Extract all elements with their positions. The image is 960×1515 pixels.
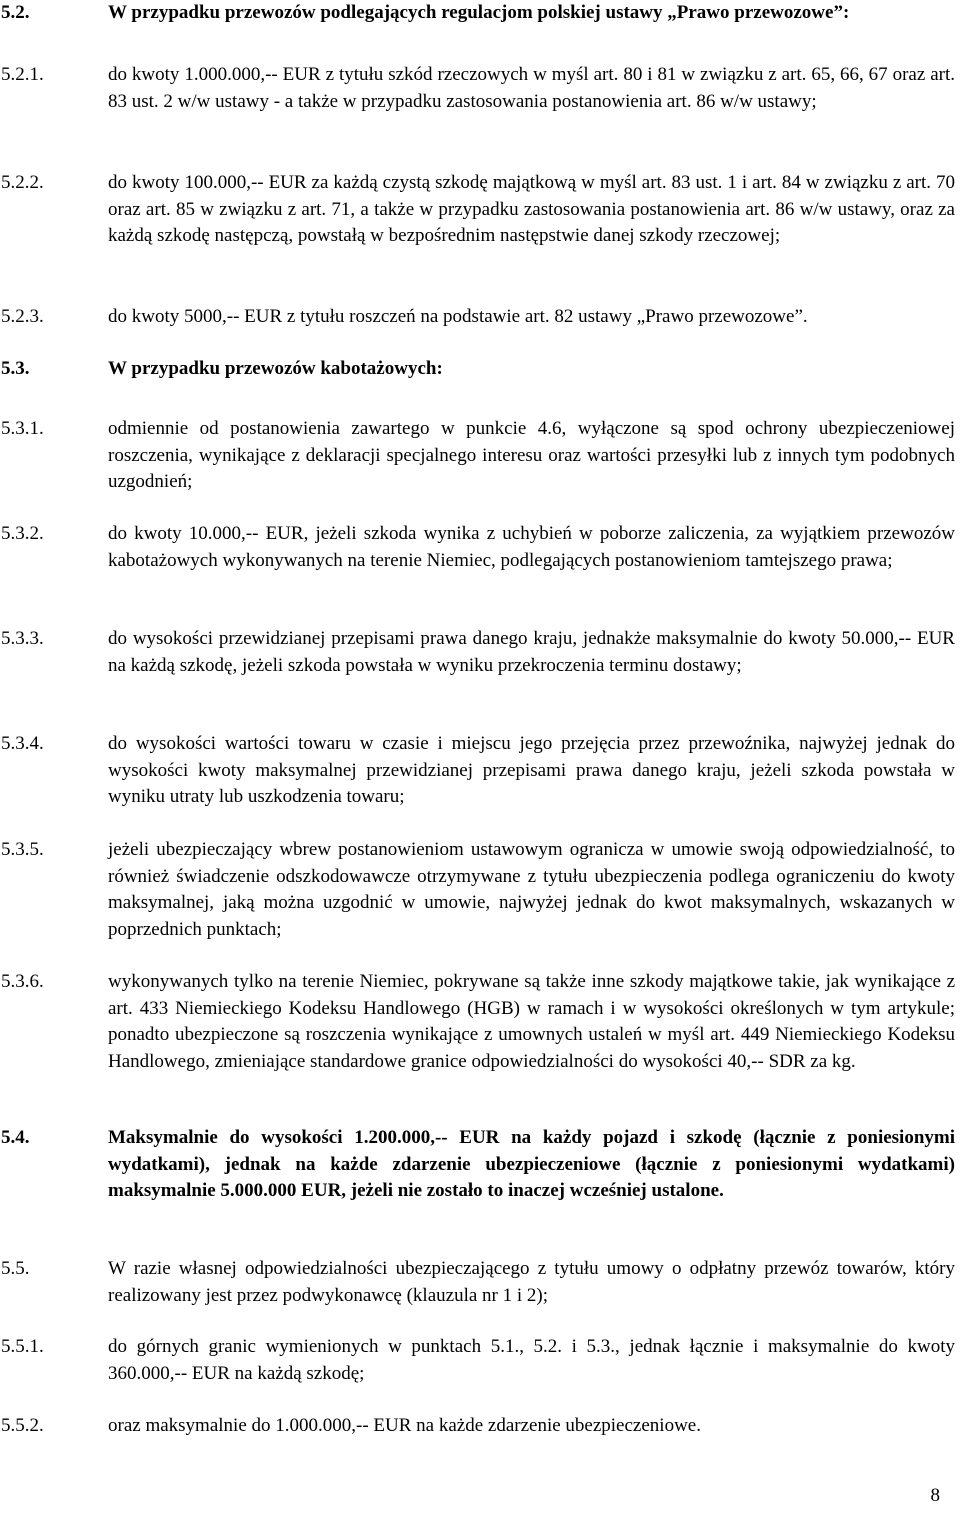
- clause-5-3-1: [0, 416, 955, 496]
- clause-5-2-2: [0, 170, 955, 250]
- clause-text: odmiennie od postanowienia zawartego w punkcie 4.6, wyłączone są spod ochrony ubezpieczeniowej roszczenia, wynikające z deklaracji specjalnego interesu oraz wartości przesyłki lub z innych tym podobnych uzgodnień;: [108, 418, 955, 492]
- clause-text: do górnych granic wymienionych w punktach 5.1., 5.2. i 5.3., jednak łącznie i maksymalnie do kwoty 360.000,-- EUR na każdą szkodę;: [108, 1336, 955, 1384]
- clause-5-3: [0, 356, 955, 383]
- clause-5-5-1: [0, 1334, 955, 1387]
- clause-5-2-1: [0, 62, 955, 115]
- clause-text: W przypadku przewozów podlegających regulacjom polskiej ustawy „Prawo przewozowe”:: [108, 2, 850, 23]
- clause-text: Maksymalnie do wysokości 1.200.000,-- EUR na każdy pojazd i szkodę (łącznie z poniesionymi wydatkami), jednak na każde zdarzenie ubezpieczeniowe (łącznie z poniesionymi wydatkami) maksymalnie 5.000.000 EUR, jeżeli nie zostało to inaczej wcześniej ustalone.: [108, 1127, 955, 1201]
- clause-5-5-2: [0, 1413, 955, 1440]
- clause-text: W przypadku przewozów kabotażowych:: [108, 358, 443, 379]
- clause-text: oraz maksymalnie do 1.000.000,-- EUR na każde zdarzenie ubezpieczeniowe.: [108, 1415, 701, 1436]
- clause-5-3-3: [0, 626, 955, 679]
- clause-number: 5.2.: [1, 2, 30, 23]
- clause-number: 5.3.2.: [1, 523, 44, 544]
- clause-5-2-3: [0, 304, 955, 331]
- clause-5-2: [0, 0, 955, 27]
- clause-text: do kwoty 5000,-- EUR z tytułu roszczeń na podstawie art. 82 ustawy „Prawo przewozowe”.: [108, 306, 808, 327]
- page-number: 8: [930, 1485, 940, 1506]
- clause-text: W razie własnej odpowiedzialności ubezpieczającego z tytułu umowy o odpłatny przewóz towarów, który realizowany jest przez podwykonawcę (klauzula nr 1 i 2);: [108, 1258, 955, 1306]
- clause-text: do kwoty 100.000,-- EUR za każdą czystą szkodę majątkową w myśl art. 83 ust. 1 i art. 84 w związku z art. 70 oraz art. 85 w związku z art. 71, a także w przypadku zastosowania postanowienia art. 86 w/w ustawy, oraz za każdą szkodę następczą, powstałą w bezpośrednim następstwie danej szkody rzeczowej;: [108, 172, 955, 246]
- clause-number: 5.3.6.: [1, 971, 44, 992]
- clause-text: wykonywanych tylko na terenie Niemiec, pokrywane są także inne szkody majątkowe takie, jak wynikające z art. 433 Niemieckiego Kodeksu Handlowego (HGB) w ramach i w wysokości określonych w tym artykule; ponadto ubezpieczone są roszczenia wynikające z umownych ustaleń w myśl art. 449 Niemieckiego Kodeksu Handlowego, zmieniające standardowe granice odpowiedzialności do wysokości 40,-- SDR za kg.: [108, 971, 955, 1072]
- clause-text: do wysokości wartości towaru w czasie i miejscu jego przejęcia przez przewoźnika, najwyżej jednak do wysokości kwoty maksymalnej przewidzianej przepisami prawa danego kraju, jeżeli szkoda powstała w wyniku utraty lub uszkodzenia towaru;: [108, 733, 955, 807]
- clause-number: 5.2.2.: [1, 172, 44, 193]
- clause-text: jeżeli ubezpieczający wbrew postanowieniom ustawowym ogranicza w umowie swoją odpowiedzialność, to również świadczenie odszkodowawcze otrzymywane z tytułu ubezpieczenia podlega ograniczeniu do kwoty maksymalnej, jaką można uzgodnić w umowie, najwyżej jednak do kwot maksymalnych, wskazanych w poprzednich punktach;: [108, 839, 955, 940]
- clause-5-5: [0, 1256, 955, 1309]
- clause-number: 5.3.1.: [1, 418, 44, 439]
- clause-number: 5.2.1.: [1, 64, 44, 85]
- clause-5-4: [0, 1125, 955, 1205]
- clause-5-3-4: [0, 731, 955, 811]
- clause-number: 5.3.4.: [1, 733, 44, 754]
- clause-text: do kwoty 1.000.000,-- EUR z tytułu szkód rzeczowych w myśl art. 80 i 81 w związku z art. 65, 66, 67 oraz art. 83 ust. 2 w/w ustawy - a także w przypadku zastosowania postanowienia art. 86 w/w ustawy;: [108, 64, 955, 112]
- clause-number: 5.5.: [1, 1258, 30, 1279]
- clause-number: 5.2.3.: [1, 306, 44, 327]
- clause-number: 5.3.3.: [1, 628, 44, 649]
- clause-text: do wysokości przewidzianej przepisami prawa danego kraju, jednakże maksymalnie do kwoty 50.000,-- EUR na każdą szkodę, jeżeli szkoda powstała w wyniku przekroczenia terminu dostawy;: [108, 628, 955, 676]
- clause-5-3-6: [0, 969, 955, 1075]
- clause-number: 5.5.1.: [1, 1336, 44, 1357]
- clause-5-3-2: [0, 521, 955, 574]
- clause-number: 5.5.2.: [1, 1415, 44, 1436]
- clause-number: 5.3.5.: [1, 839, 44, 860]
- clause-text: do kwoty 10.000,-- EUR, jeżeli szkoda wynika z uchybień w poborze zaliczenia, za wyjątkiem przewozów kabotażowych wykonywanych na terenie Niemiec, podlegających postanowieniom tamtejszego prawa;: [108, 523, 955, 571]
- clause-5-3-5: [0, 837, 955, 943]
- clause-number: 5.3.: [1, 358, 30, 379]
- clause-number: 5.4.: [1, 1127, 30, 1148]
